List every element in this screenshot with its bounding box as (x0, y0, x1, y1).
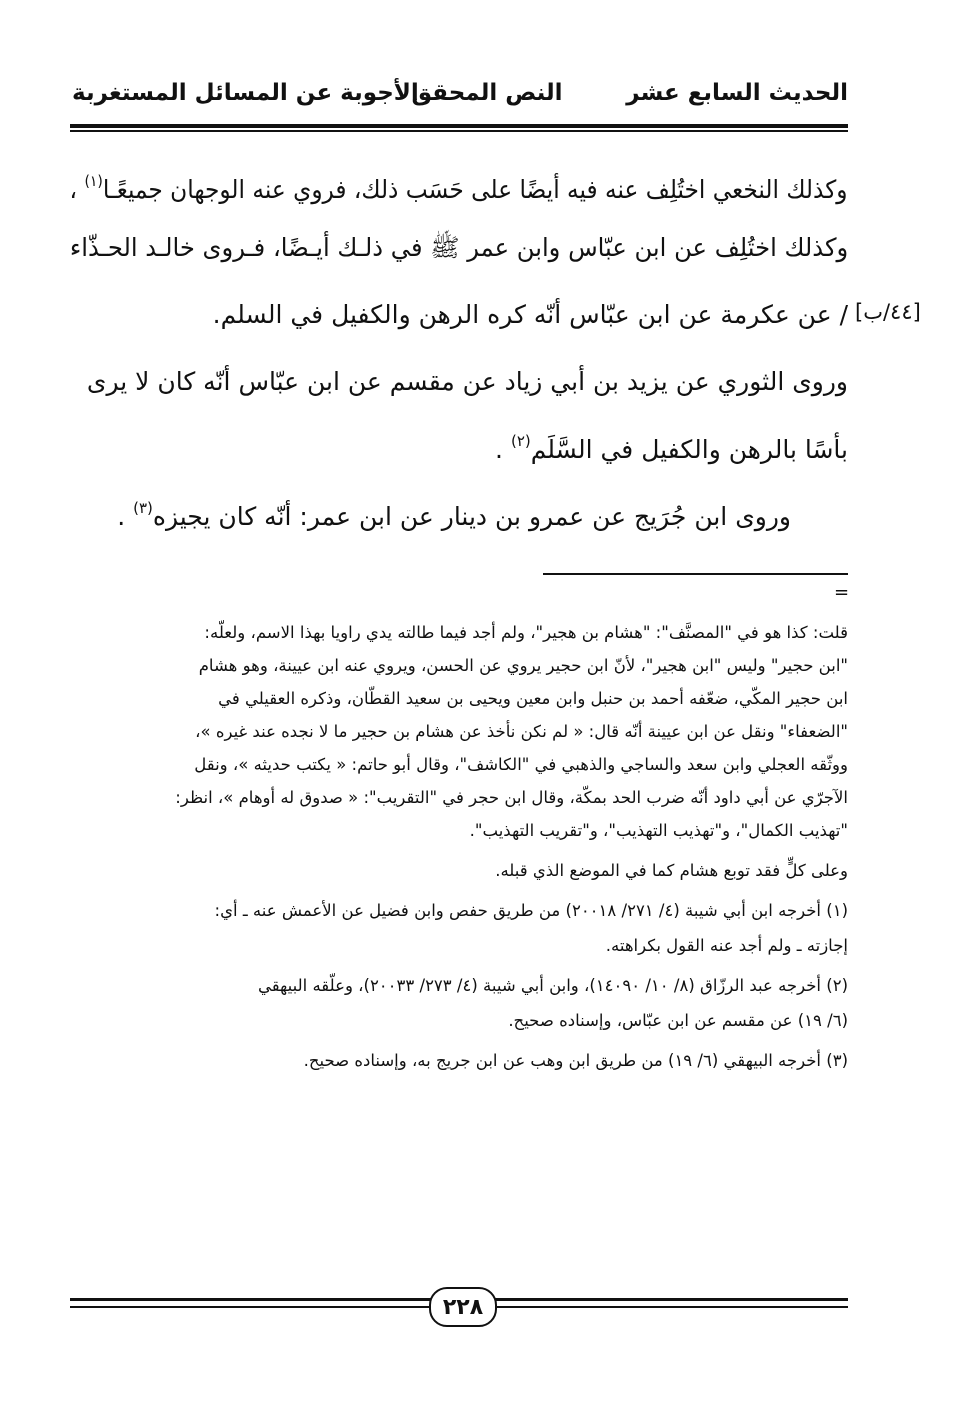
footnote-line: "الضعفاء" ونقل عن ابن عيينة أنّه قال: « لم نكن نأخذ عن هشام بن حجير ما لا نجده عند غيره »، (195, 722, 848, 741)
footnote-separator (543, 573, 848, 575)
footnote-line: قلت: كذا هو في "المصنَّف": "هشام بن هجير"، ولم أجد فيما طالته يدي راويا بهذا الاسم، ولعلّه: (204, 623, 848, 642)
header-section-title: النص المحقق (411, 80, 563, 106)
footnote-item: (١) أخرجه ابن أبي شيبة (٤/ ٢٧١/ ٢٠٠١٨) من طريق حفص وابن فضيل عن الأعمش عنه ـ أي: (214, 901, 848, 920)
body-line: وكذلك النخعي اختُلِف عنه فيه أيضًا على حَسَب ذلك، فروي عنه الوجهان جميعًـا$^{(١)}$ ، (70, 172, 849, 204)
manuscript-folio-note: [٤٤/ب] (855, 300, 921, 324)
footnote-line: ووثّقه العجلي وابن سعد والساجي والذهبي في "الكاشف"، وقال أبو حاتم: « يكتب حديثه »، ونقل (194, 755, 848, 774)
header-rule-thick (70, 124, 848, 128)
body-line: وكذلك اختُلِف عن ابن عبّاس وابن عمر ﷺ في ذلـك أيـضًا، فـروى خالـد الحـذّاء (69, 233, 848, 262)
header-book-title: الأجوبة عن المسائل المستغربة (72, 80, 419, 106)
footnote-line: "تهذيب الكمال"، و"تهذيب التهذيب"، و"تقريب التهذيب". (469, 821, 848, 840)
footnote-ref: (١) (84, 172, 104, 190)
header-rule-thin (70, 130, 848, 132)
page-number: ٢٢٨ (429, 1287, 497, 1327)
footnote-line: إجازته ـ ولم أجد عنه القول بكراهته. (605, 936, 848, 955)
footnote-line: وعلى كلٍّ فقد توبع هشام كما في الموضع الذي قبله. (495, 861, 848, 880)
footnote-ref: (٢) (510, 432, 531, 450)
footnote-item: (٣) أخرجه البيهقي (٦/ ١٩) من طريق ابن وهب عن ابن جريج به، وإسناده صحيح. (303, 1051, 848, 1070)
body-line: وروى ابن جُرَيج عن عمرو بن دينار عن ابن عمر: أنّه كان يجيزه$^{(٣)}$ . (117, 499, 791, 531)
header-chapter-title: الحديث السابع عشر (626, 80, 848, 106)
footnote-line: ابن حجير المكّي، ضعّفه أحمد بن حنبل وابن معين ويحيى بن سعيد القطّان، وذكره العقيلي في (218, 689, 848, 708)
body-line: / عن عكرمة عن ابن عبّاس أنّه كره الرهن والكفيل في السلم. (212, 300, 848, 329)
body-line: بأسًا بالرهن والكفيل في السَّلَم$^{(٢)}$ . (495, 432, 848, 464)
footnote-ref: (٣) (133, 499, 153, 517)
footnote-item: (٢) أخرجه عبد الرزّاق (٨/ ١٠/ ١٤٠٩٠)، وابن أبي شيبة (٤/ ٢٧٣/ ٢٠٠٣٣)، وعلّقه البيهقي (257, 976, 848, 995)
footnote-line: الآجرّي عن أبي داود أنّه ضرب الحد بمكّة، وقال ابن حجر في "التقريب": « صدوق له أوهام »، انظر: (175, 788, 848, 807)
footnote-line: "ابن حجير" وليس "ابن هجير"، لأنّ ابن حجير يروي عن الحسن، ويروي عنه ابن عيينة، وهو هشام (198, 656, 848, 675)
body-line: وروى الثوري عن يزيد بن أبي زياد عن مقسم عن ابن عبّاس أنّه كان لا يرى (86, 367, 848, 396)
footnote-continuation-marker: = (834, 582, 850, 603)
footnote-line: (٦/ ١٩) عن مقسم عن ابن عبّاس، وإسناده صحيح. (508, 1011, 848, 1030)
